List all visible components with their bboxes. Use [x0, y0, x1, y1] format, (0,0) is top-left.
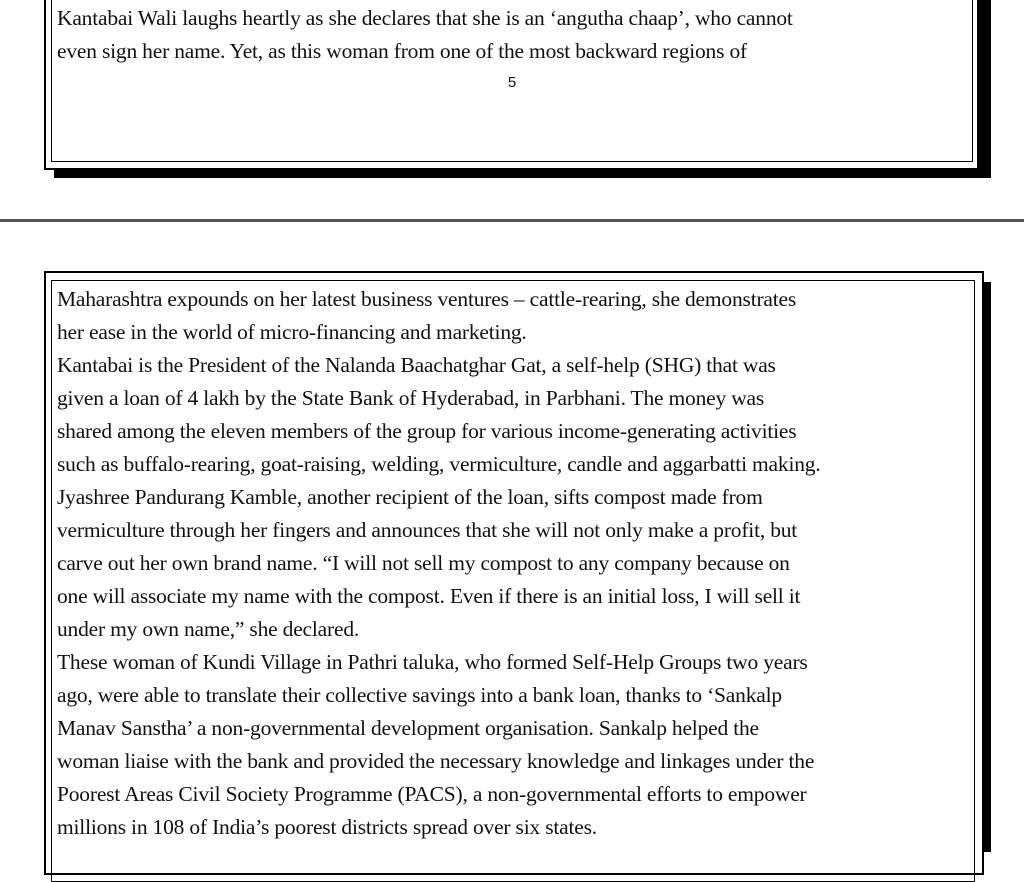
- text-line: Kantabai is the President of the Nalanda Baachatghar Gat, a self-help (SHG) that was: [57, 353, 776, 377]
- text-line: her ease in the world of micro-financing and marketing.: [57, 320, 527, 344]
- text-line: even sign her name. Yet, as this woman from one of the most backward regions of: [57, 39, 747, 63]
- text-line: millions in 108 of India’s poorest districts spread over six states.: [57, 815, 597, 839]
- text-line: one will associate my name with the compost. Even if there is an initial loss, I will sell it: [57, 584, 801, 608]
- text-line: shared among the eleven members of the group for various income-generating activities: [57, 419, 797, 443]
- page-number: 5: [507, 74, 517, 91]
- text-line: carve out her own brand name. “I will not sell my compost to any company because on: [57, 551, 790, 575]
- text-line: woman liaise with the bank and provided the necessary knowledge and linkages under the: [57, 749, 815, 773]
- text-line: such as buffalo-rearing, goat-raising, welding, vermiculture, candle and aggarbatti making.: [57, 452, 821, 476]
- text-line: under my own name,” she declared.: [57, 617, 360, 641]
- text-line: given a loan of 4 lakh by the State Bank of Hyderabad, in Parbhani. The money was: [57, 386, 765, 410]
- text-line: Poorest Areas Civil Society Programme (PACS), a non-governmental efforts to empower: [57, 782, 807, 806]
- text-line: Jyashree Pandurang Kamble, another recipient of the loan, sifts compost made from: [57, 485, 763, 509]
- text-line: These woman of Kundi Village in Pathri taluka, who formed Self-Help Groups two years: [57, 650, 808, 674]
- page-separator: [0, 219, 1024, 222]
- text-line: Manav Sanstha’ a non-governmental development organisation. Sankalp helped the: [57, 716, 759, 740]
- text-line: Kantabai Wali laughs heartly as she declares that she is an ‘angutha chaap’, who cannot: [57, 6, 793, 30]
- text-line: vermiculture through her fingers and announces that she will not only make a profit, but: [57, 518, 798, 542]
- text-line: ago, were able to translate their collective savings into a bank loan, thanks to ‘Sankalp: [57, 683, 782, 707]
- text-line: Maharashtra expounds on her latest business ventures – cattle-rearing, she demonstrates: [57, 287, 797, 311]
